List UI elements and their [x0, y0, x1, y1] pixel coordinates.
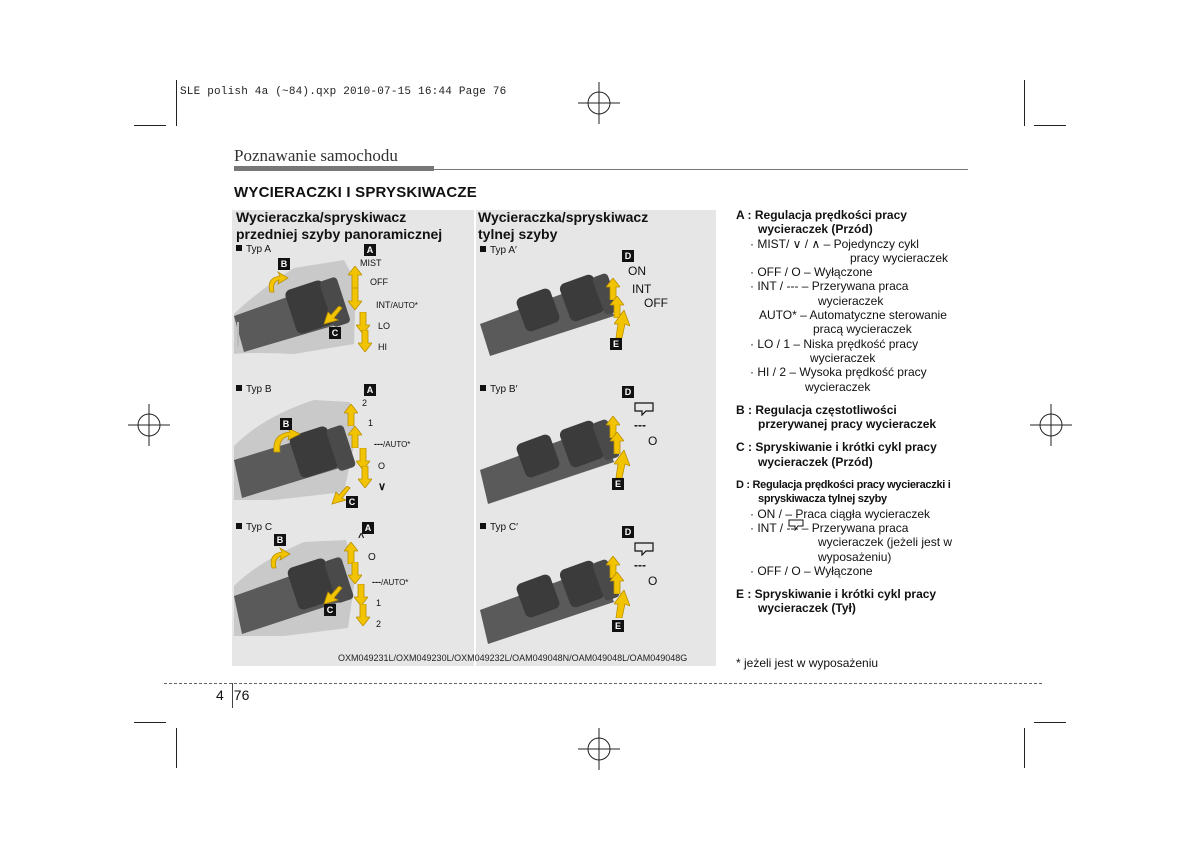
- badge-b: B: [278, 258, 290, 270]
- position-label: ---: [634, 558, 646, 572]
- down-arrow-icon: [348, 288, 362, 310]
- front-wiper-title: Wycieraczka/spryskiwacz przedniej szyby panoramicznej: [236, 209, 443, 242]
- down-arrow-icon: [348, 562, 362, 584]
- rotate-arrow-icon: [270, 428, 304, 456]
- page-number: [216, 687, 249, 703]
- up-arrow-icon: [344, 542, 358, 564]
- badge-c: C: [324, 604, 336, 616]
- position-label: MIST: [360, 258, 382, 268]
- position-label: O: [648, 574, 658, 588]
- footer-dashed-rule: [164, 683, 1042, 684]
- badge-d: D: [622, 386, 634, 398]
- position-label: 2: [362, 398, 368, 408]
- down-arrow-icon: [358, 330, 372, 352]
- push-arrow-icon: [614, 590, 630, 618]
- badge-d: D: [622, 250, 634, 262]
- crop-mark: [176, 728, 177, 768]
- footnote: * jeżeli jest w wyposażeniu: [736, 656, 879, 670]
- position-label: ∨: [378, 481, 387, 493]
- badge-e: E: [610, 338, 622, 350]
- type-label: Typ C: [236, 522, 272, 533]
- legend: A : Regulacja prędkości pracy wycieraczek (Przód) · MIST/ ∨ / ∧ – Pojedynczy cykl pracy wycieraczek · OFF / O – Wyłączone · INT / --- – Przerywana praca wycieraczek AUTO* – Automatyczne sterowanie pracą wycieraczek · LO / 1 – Niska prędkość pracy wycieraczek · HI / 2 – Wysoka prędkość pracy wycieraczek B : Regulacja częstotliwości przerywanej pracy wycieraczek C : Spryskiwanie i krótki cykl pracy wycieraczek (Przód) D : Regulacja prędkości pracy wycieraczki i spryskiwacza tylnej szyby · ON / – Praca ciągła wycieraczek · INT / --- – Przerywana praca wycieraczek (jeżeli jest w wyposażeniu) · OFF / O – Wyłączone E : Spryskiwanie i krótki cykl pracy wycieraczek (Tył): [736, 208, 996, 616]
- badge-c: C: [329, 327, 341, 339]
- position-label: HI: [378, 342, 387, 352]
- registration-mark-icon: [1028, 402, 1074, 448]
- rotate-arrow-icon: [266, 546, 296, 576]
- registration-mark-icon: [126, 402, 172, 448]
- chapter-title: Poznawanie samochodu: [234, 146, 398, 165]
- up-arrow-icon: [344, 404, 358, 426]
- image-code: OXM049231L/OXM049230L/OXM049232L/OAM049048N/OAM049048L/OAM049048G: [338, 653, 688, 663]
- type-label: Typ A′: [480, 245, 517, 256]
- legend-e-heading: E : Spryskiwanie i krótki cykl pracy: [736, 587, 937, 602]
- down-arrow-icon: [358, 466, 372, 488]
- washer-icon: [788, 519, 804, 531]
- badge-a: A: [362, 522, 374, 534]
- badge-b: B: [280, 418, 292, 430]
- legend-a-heading: A : Regulacja prędkości pracy: [736, 208, 907, 222]
- position-label: ON: [628, 264, 646, 278]
- position-label: INT: [632, 282, 652, 296]
- rotate-arrow-icon: [264, 270, 294, 300]
- badge-d: D: [622, 526, 634, 538]
- pull-arrow-icon: [322, 586, 344, 606]
- position-label: OFF: [644, 296, 668, 310]
- type-label: Typ B′: [480, 384, 517, 395]
- position-label: 1: [376, 598, 382, 608]
- badge-a: A: [364, 244, 376, 256]
- up-arrow-icon: [348, 426, 362, 448]
- crop-mark: [134, 722, 166, 723]
- position-label: O: [368, 552, 376, 563]
- up-arrow-icon: [348, 266, 362, 288]
- crop-mark: [1034, 722, 1066, 723]
- panel-divider: [474, 210, 476, 666]
- position-label: LO: [378, 321, 391, 331]
- down-arrow-icon: [354, 584, 368, 606]
- position-label: ---/AUTO*: [374, 439, 411, 449]
- type-label: Typ A: [236, 244, 271, 255]
- crop-mark: [134, 125, 166, 126]
- wiper-stalk-illustration: [234, 254, 364, 364]
- pull-arrow-icon: [322, 306, 344, 326]
- crop-mark: [1024, 728, 1025, 768]
- push-arrow-icon: [614, 310, 630, 338]
- badge-c: C: [346, 496, 358, 508]
- legend-c-heading: C : Spryskiwanie i krótki cykl pracy: [736, 440, 937, 455]
- legend-d-heading: D : Regulacja prędkości pracy wycieraczki i: [736, 479, 951, 492]
- registration-mark-icon: [576, 80, 622, 126]
- print-slug: SLE polish 4a (~84).qxp 2010-07-15 16:44 Page 76: [180, 86, 507, 98]
- position-label: INT/AUTO*: [376, 300, 418, 310]
- position-label: 1: [368, 418, 374, 428]
- position-label: OFF: [370, 277, 388, 287]
- type-label: Typ B: [236, 384, 272, 395]
- badge-e: E: [612, 478, 624, 490]
- crop-mark: [176, 80, 177, 126]
- rear-wiper-title: Wycieraczka/spryskiwacz tylnej szyby: [478, 209, 649, 242]
- badge-e: E: [612, 620, 624, 632]
- legend-b-heading: B : Regulacja częstotliwości: [736, 402, 897, 417]
- push-arrow-icon: [614, 450, 630, 478]
- position-label: ^: [358, 532, 365, 544]
- position-label: O: [378, 461, 386, 471]
- badge-a: A: [364, 384, 376, 396]
- crop-mark: [1024, 80, 1025, 126]
- washer-icon: [634, 402, 654, 416]
- page-section: 4: [216, 687, 224, 703]
- position-label: 2: [376, 619, 382, 629]
- type-label: Typ C′: [480, 522, 518, 533]
- header-bar: [234, 166, 434, 171]
- position-label: O: [648, 434, 658, 448]
- down-arrow-icon: [356, 604, 370, 626]
- header-rule: [434, 169, 968, 170]
- position-label: ---: [634, 418, 646, 432]
- position-label: ---/AUTO*: [372, 577, 409, 587]
- badge-b: B: [274, 534, 286, 546]
- crop-mark: [1034, 125, 1066, 126]
- section-title: WYCIERACZKI I SPRYSKIWACZE: [234, 184, 477, 201]
- page-num: 76: [233, 687, 250, 703]
- registration-mark-icon: [576, 726, 622, 772]
- washer-icon: [634, 542, 654, 556]
